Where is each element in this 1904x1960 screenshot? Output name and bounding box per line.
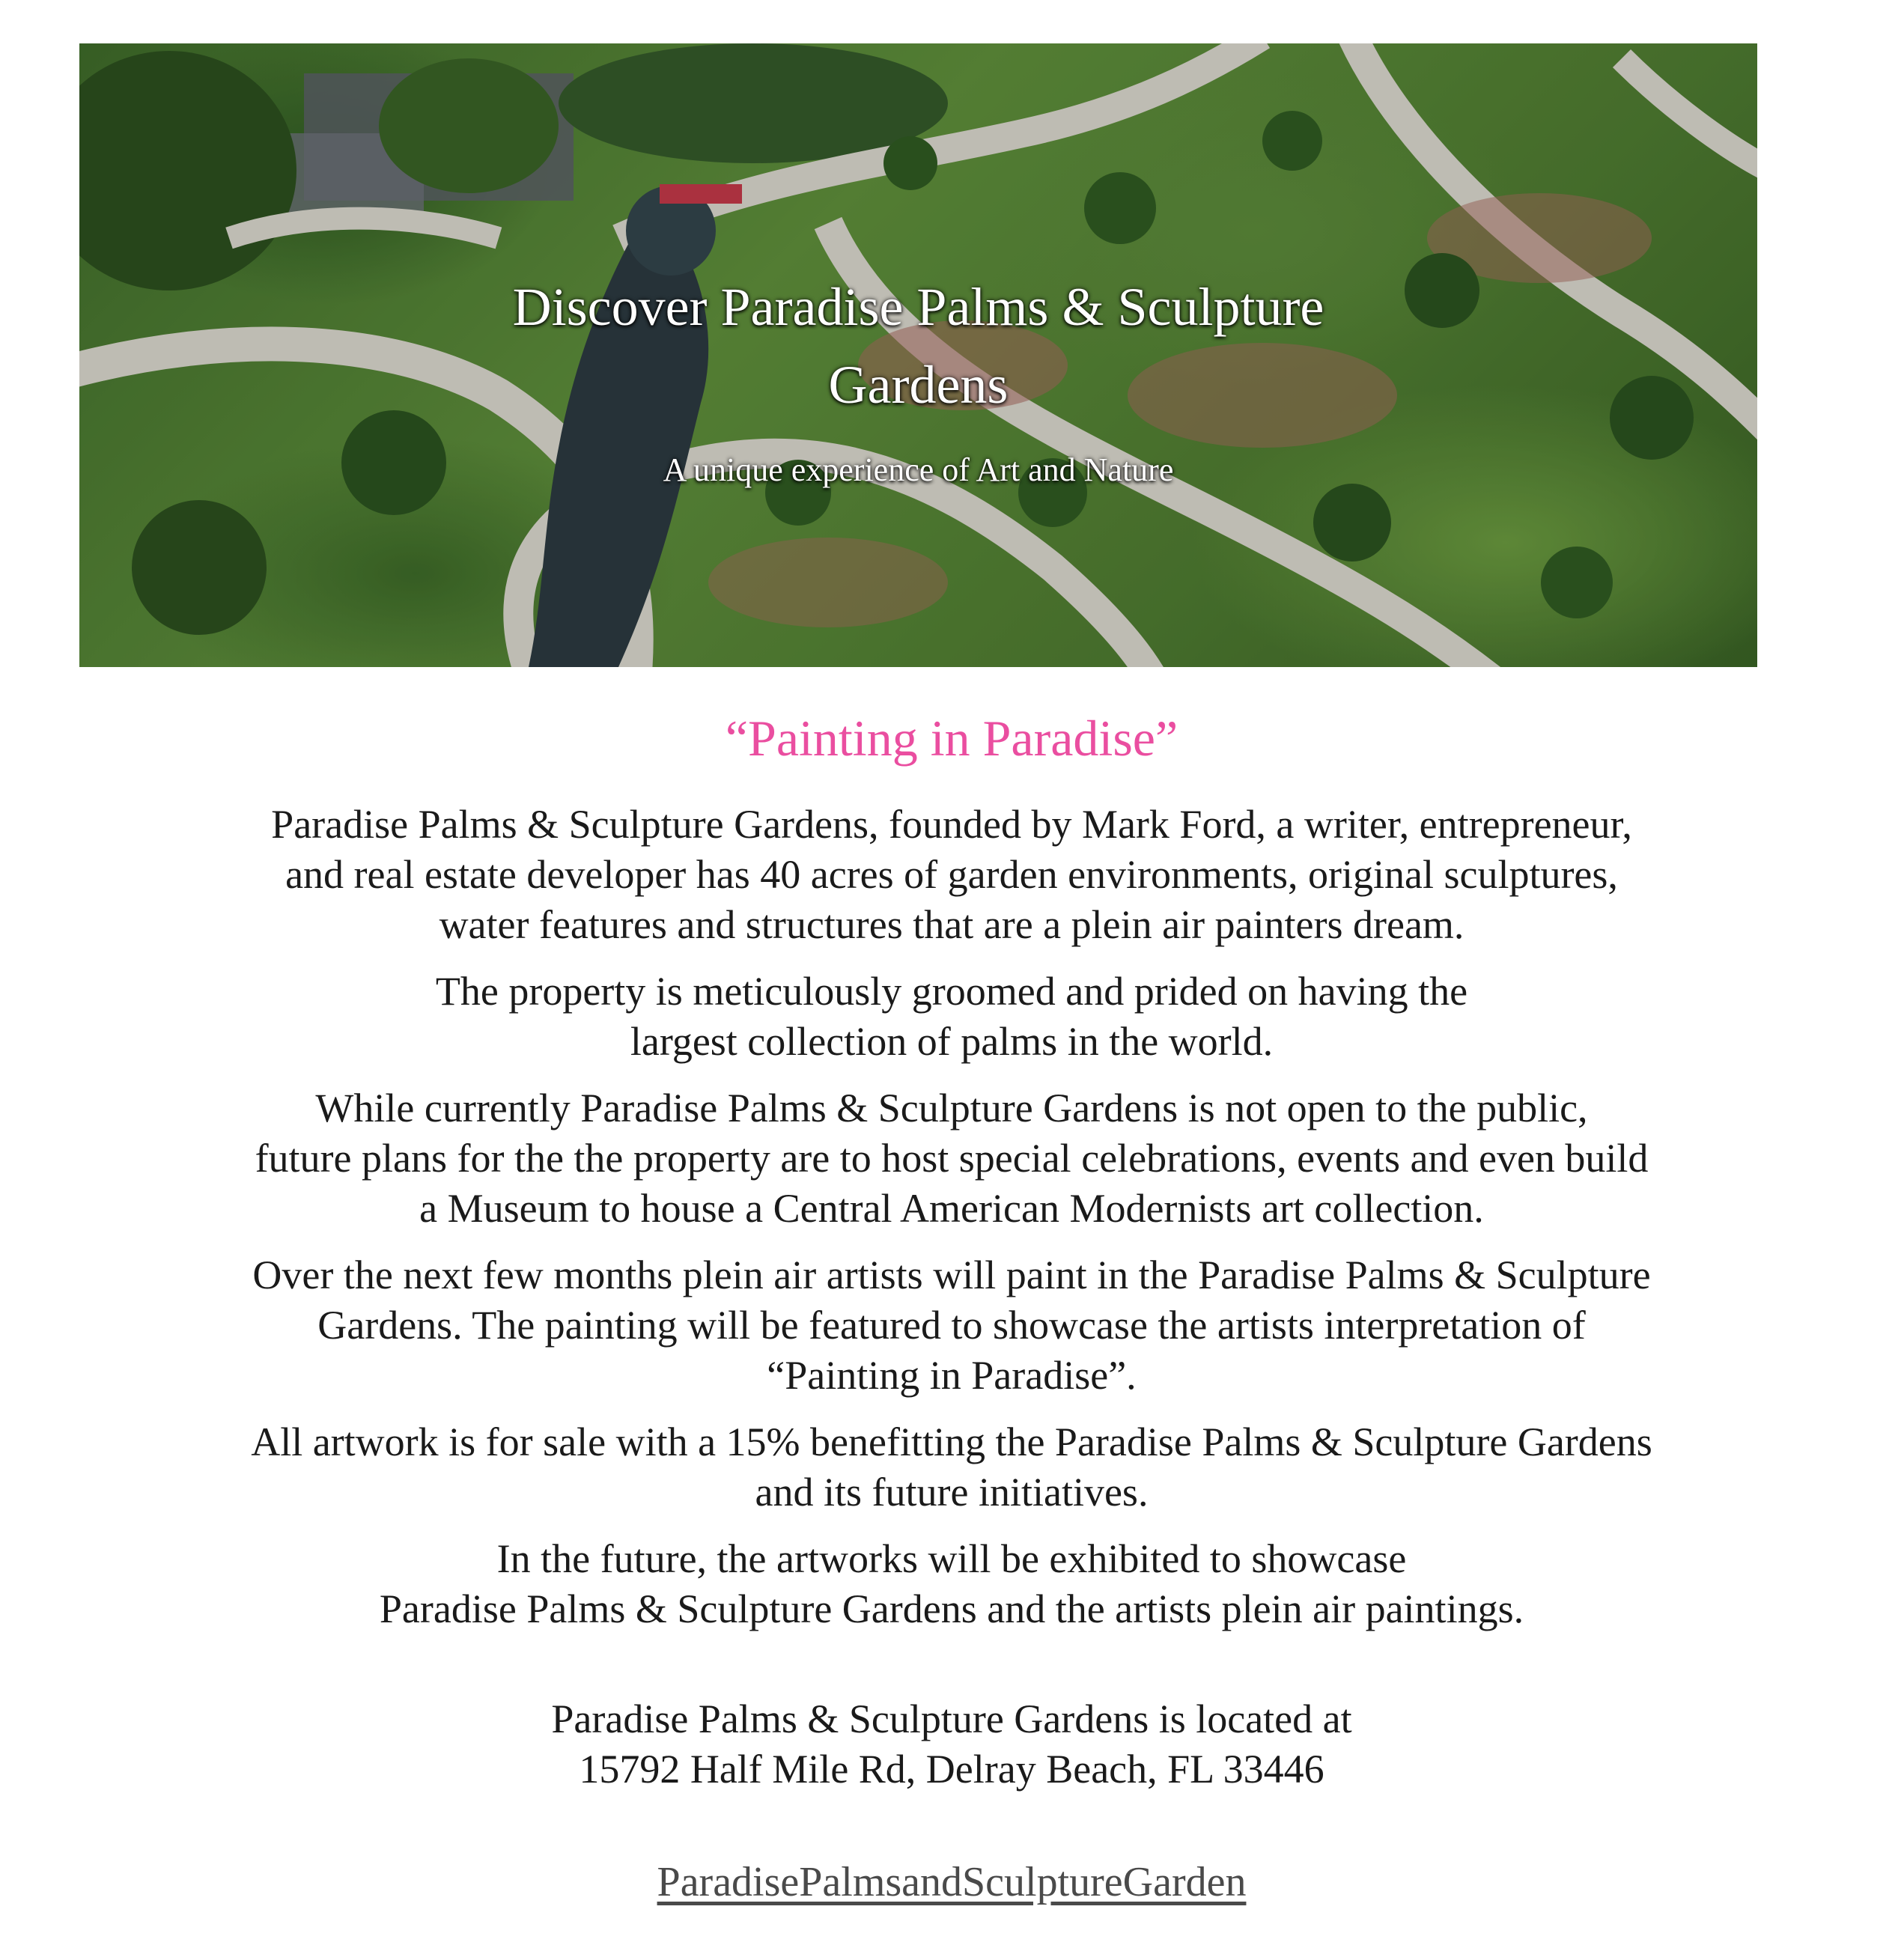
paragraph-line: Paradise Palms & Sculpture Gardens, founded by Mark Ford, a writer, entrepreneur, xyxy=(271,802,1632,847)
paragraph-exhibit xyxy=(79,1534,1824,1634)
hero-subtitle: A unique experience of Art and Nature xyxy=(663,451,1174,488)
hero-text xyxy=(79,268,1757,493)
paragraph-line: future plans for the the property are to host special celebrations, events and even build xyxy=(255,1136,1649,1181)
website-link[interactable]: ParadisePalmsandSculptureGarden xyxy=(657,1859,1247,1905)
paragraph-line: All artwork is for sale with a 15% benefitting the Paradise Palms & Sculpture Gardens xyxy=(251,1419,1652,1464)
paragraph-property xyxy=(79,967,1824,1067)
paragraph-line: water features and structures that are a plein air painters dream. xyxy=(439,902,1465,947)
paragraph-line: largest collection of palms in the world. xyxy=(630,1019,1274,1064)
hero-banner xyxy=(79,43,1757,667)
main-content xyxy=(79,704,1824,1908)
paragraph-founding xyxy=(79,800,1824,950)
hero-title: Discover Paradise Palms & Sculpture Gardens xyxy=(512,277,1324,415)
paragraph-line: The property is meticulously groomed and prided on having the xyxy=(435,969,1468,1014)
paragraph-line: and real estate developer has 40 acres of garden environments, original sculptures, xyxy=(285,852,1618,897)
paragraph-line: Paradise Palms & Sculpture Gardens and the artists plein air paintings. xyxy=(379,1586,1524,1631)
pull-quote-heading: “Painting in Paradise” xyxy=(725,710,1178,767)
paragraph-line: “Painting in Paradise”. xyxy=(767,1353,1137,1398)
paragraph-line: a Museum to house a Central American Modernists art collection. xyxy=(419,1186,1484,1231)
paragraph-future-plans xyxy=(79,1083,1824,1234)
paragraph-artists xyxy=(79,1250,1824,1401)
address-line: 15792 Half Mile Rd, Delray Beach, FL 33446 xyxy=(579,1747,1324,1792)
address-block xyxy=(79,1694,1824,1795)
address-line: Paradise Palms & Sculpture Gardens is located at xyxy=(551,1696,1352,1741)
paragraph-line: While currently Paradise Palms & Sculpture Gardens is not open to the public, xyxy=(315,1086,1588,1130)
paragraph-line: and its future initiatives. xyxy=(755,1470,1149,1515)
paragraph-line: Gardens. The painting will be featured to showcase the artists interpretation of xyxy=(317,1303,1586,1348)
paragraph-line: Over the next few months plein air artists will paint in the Paradise Palms & Sculpture xyxy=(252,1253,1651,1297)
paragraph-sale xyxy=(79,1417,1824,1518)
paragraph-line: In the future, the artworks will be exhibited to showcase xyxy=(496,1536,1407,1581)
